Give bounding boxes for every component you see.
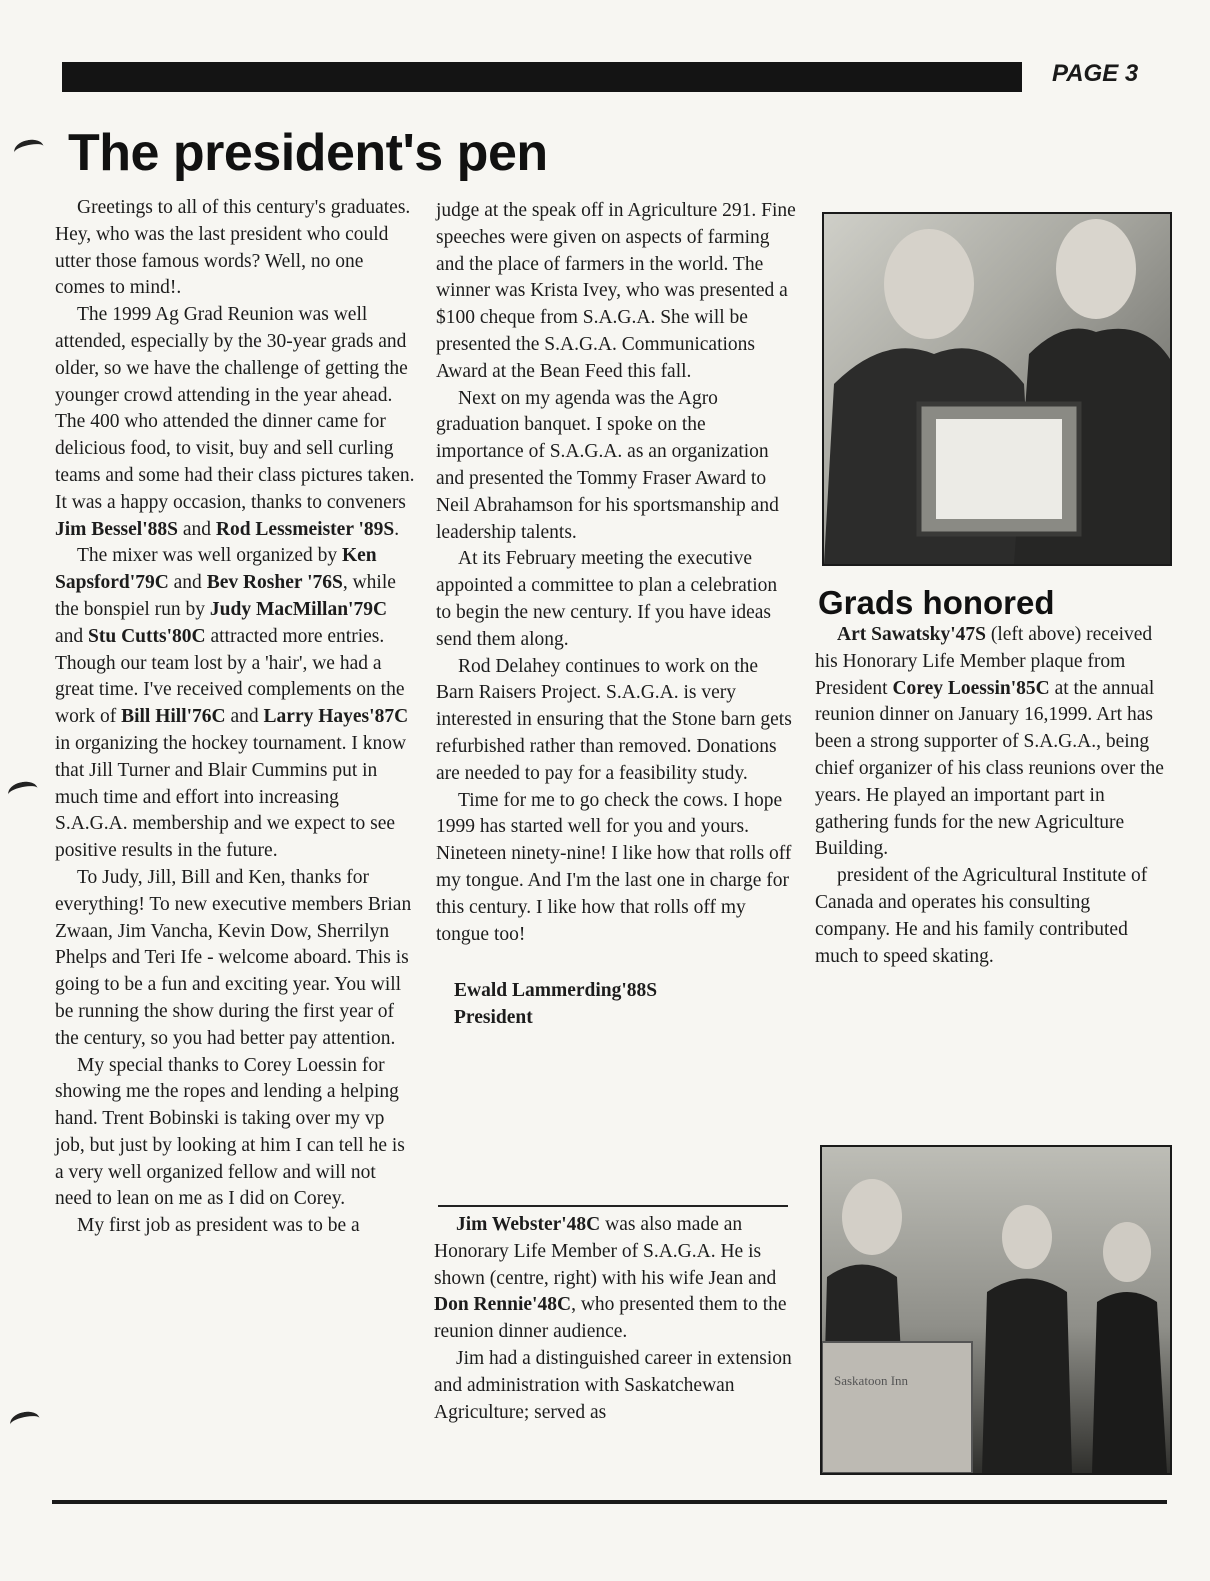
binder-hole-mark [12, 137, 45, 162]
paragraph: Rod Delahey continues to work on the Barn Raisers Project. S.A.G.A. is very interested in ensuring that the Stone barn gets refurbished rather than removed. Donations are needed to pay for a feasibility study. [436, 655, 792, 784]
footer-rule [52, 1500, 1167, 1504]
binder-hole-mark [6, 779, 39, 804]
award-photo-figures [824, 214, 1170, 564]
paragraph: Jim had a distinguished career in extension and administration with Saskatchewan Agriculture; served as [434, 1347, 792, 1423]
paragraph: My first job as president was to be a [77, 1215, 360, 1237]
grads-honored-title: Grads honored [818, 584, 1055, 621]
podium-sign: Saskatoon Inn [834, 1373, 909, 1388]
webster-column [434, 1212, 794, 1426]
paragraph: judge at the speak off in Agriculture 291. Fine speeches were given on aspects of farming and the place of farmers in the world. The winner was Krista Ivey, who was presented a $100 cheque from S.A.G.A. She will be presented the S.A.G.A. Communications Award at the Bean Feed this fall. [436, 200, 796, 382]
paragraph: The mixer was well organized by Ken Sapsford'79C and Bev Rosher '76S, while the bonspiel run by Judy MacMillan'79C and Stu Cutts'80C attracted more entries. Though our team lost by a 'hair', we had a great time. I've received complements on the work of Bill Hill'76C and Larry Hayes'87C in organizing the hockey tournament. I know that Jill Turner and Blair Cummins put in much time and effort into increasing S.A.G.A. membership and we expect to see positive results in the future. [55, 545, 409, 862]
paragraph: To Judy, Jill, Bill and Ken, thanks for everything! To new executive members Brian Zwaan, Jim Vancha, Kevin Dow, Sherrilyn Phelps and Teri Ife - welcome aboard. This is going to be a fun and exciting year. You will be running the show during the first year of the century, so you had better pay attention. [55, 866, 412, 1049]
paragraph: My special thanks to Corey Loessin for showing me the ropes and lending a helping hand. Trent Bobinski is taking over my vp job, but just by looking at him I can tell he is a very well organized fellow and will not need to lean on me as I did on Corey. [55, 1054, 405, 1210]
grads-column [815, 622, 1170, 970]
paragraph: Next on my agenda was the Agro graduation banquet. I spoke on the importance of S.A.G.A. as an organization and presented the Tommy Fraser Award to Neil Abrahamson for his sportsmanship and leadership talents. [436, 387, 779, 543]
podium-photo [820, 1145, 1172, 1475]
award-photo [822, 212, 1172, 566]
page-number: PAGE 3 [1052, 60, 1139, 87]
signature [436, 978, 796, 1032]
article-column-2 [436, 198, 796, 1032]
podium-photo-figures [822, 1147, 1170, 1473]
paragraph: Art Sawatsky'47S (left above) received his Honorary Life Member plaque from President Corey Loessin'85C at the annual reunion dinner on January 16,1999. Art has been a strong supporter of S.A.G.A., being chief organizer of his class reunions over the years. He played an important part in gathering funds for the new Agriculture Building. [815, 624, 1164, 860]
paragraph: Jim Webster'48C was also made an Honorary Life Member of S.A.G.A. He is shown (centre, right) with his wife Jean and Don Rennie'48C, who presented them to the reunion dinner audience. [434, 1214, 787, 1343]
paragraph: Time for me to go check the cows. I hope 1999 has started well for you and yours. Nineteen ninety-nine! I like how that rolls off my tongue. And I'm the last one in charge for this century. I like how that rolls off my tongue too! [436, 789, 792, 945]
paragraph: At its February meeting the executive appointed a committee to plan a celebration to begin the new century. If you have ideas send them along. [436, 548, 778, 650]
paragraph: president of the Agricultural Institute of Canada and operates his consulting company. He and his family contributed much to speed skating. [815, 865, 1148, 967]
paragraph: The 1999 Ag Grad Reunion was well attended, especially by the 30-year grads and older, so we have the challenge of getting the younger crowd attending in the year ahead. The 400 who attended the dinner came for delicious food, to visit, buy and sell curling teams and some had their class pictures taken. It was a happy occasion, thanks to conveners Jim Bessel'88S and Rod Lessmeister '89S. [55, 304, 415, 540]
section-divider [438, 1205, 788, 1207]
binder-hole-mark [8, 1409, 41, 1434]
signature-title: President [454, 1007, 533, 1029]
article-title: The president's pen [68, 124, 548, 182]
paragraph: Greetings to all of this century's graduates. Hey, who was the last president who could utter those famous words? Well, no one comes to mind!. [55, 197, 411, 299]
article-column-1 [55, 195, 415, 1240]
header-bar [62, 62, 1022, 92]
signature-name: Ewald Lammerding'88S [454, 980, 658, 1002]
